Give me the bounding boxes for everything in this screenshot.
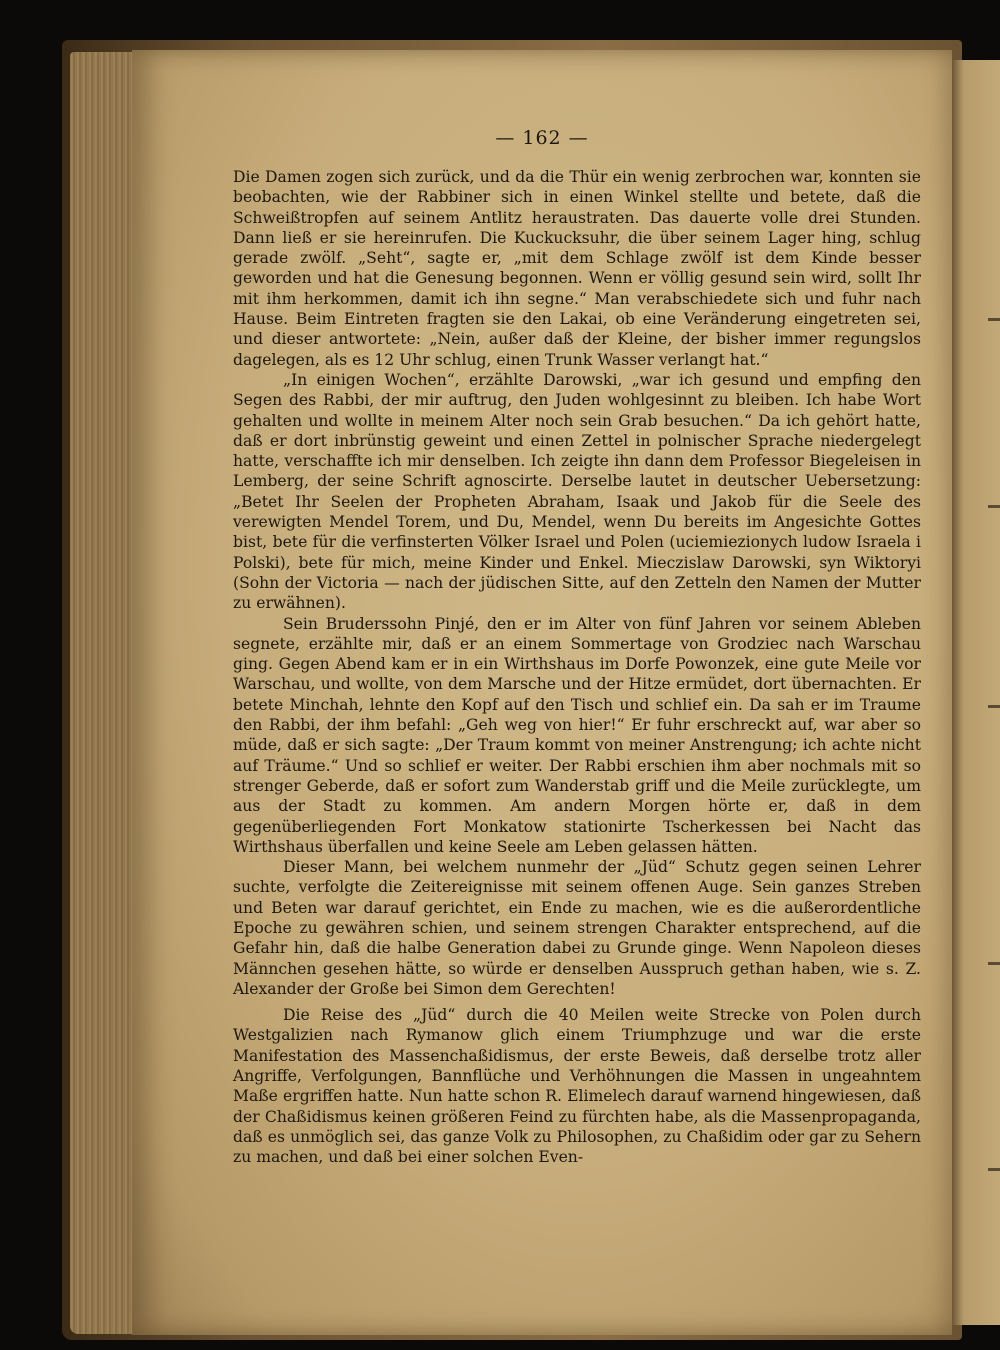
page-number: — 162 —	[495, 127, 589, 149]
facing-page-mark	[988, 705, 1000, 708]
paragraph: Dieser Mann, bei welchem nunmehr der „Jüd“ Schutz gegen seinen Lehrer suchte, verfolgte die Zeitereignisse mit seinem offenen Auge. Sein ganzes Streben und Beten war darauf gerichtet, ein Ende zu machen, wie es die außerordentliche Epoche zu gewähren schien, und seinem strengen Charakter entsprechend, auf die Gefahr hin, daß die halbe Generation dabei zu Grunde ginge. Wenn Napoleon dieses Männchen gesehen hätte, so würde er denselben Ausspruch gethan haben, wie s. Z. Alexander der Große bei Simon dem Gerechten!	[233, 858, 921, 998]
body-text	[233, 167, 921, 1168]
paragraph: Die Damen zogen sich zurück, und da die Thür ein wenig zerbrochen war, konnten sie beobachten, wie der Rabbiner sich in einen Winkel stellte und betete, daß die Schweißtropfen auf seinem Antlitz heraustraten. Das dauerte volle drei Stunden. Dann ließ er sie hereinrufen. Die Kuckucksuhr, die über seinem Lager hing, schlug gerade zwölf. „Seht“, sagte er, „mit dem Schlage zwölf ist dem Kinde besser geworden und hat die Genesung begonnen. Wenn er völlig gesund sein wird, sollt Ihr mit ihm herkommen, damit ich ihn segne.“ Man verabschiedete sich und fuhr nach Hause. Beim Eintreten fragten sie den Lakai, ob eine Veränderung eingetreten sei, und dieser antwortete: „Nein, außer daß der Kleine, der bisher immer regungslos dagelegen, als es 12 Uhr schlug, einen Trunk Wasser verlangt hat.“	[233, 168, 921, 369]
facing-page-mark	[988, 318, 1000, 321]
page-stack-edge	[70, 52, 140, 1334]
book-page	[132, 50, 952, 1335]
facing-page-mark	[988, 505, 1000, 508]
facing-page-mark	[988, 962, 1000, 965]
paragraph: „In einigen Wochen“, erzählte Darowski, „war ich gesund und empfing den Segen des Rabbi, der mir auftrug, den Juden wohlgesinnt zu bleiben. Ich habe Wort gehalten und wollte in meinem Alter noch sein Grab besuchen.“ Da ich gehört hatte, daß er dort inbrünstig geweint und einen Zettel in polnischer Sprache niedergelegt hatte, verschaffte ich mir denselben. Ich zeigte ihn dann dem Professor Biegeleisen in Lemberg, der seine Schrift agnoscirte. Derselbe lautet in deutscher Uebersetzung: „Betet Ihr Seelen der Propheten Abraham, Isaak und Jakob für die Seele des verewigten Mendel Torem, und Du, Mendel, wenn Du bereits im Angesichte Gottes bist, bete für die verfinsterten Völker Israel und Polen (uciemiezionych ludow Israela i Polski), bete für mich, meine Kinder und Enkel. Mieczislaw Darowski, syn Wiktoryi (Sohn der Victoria — nach der jüdischen Sitte, auf den Zetteln den Namen der Mutter zu erwähnen).	[233, 370, 921, 613]
paragraph: Sein Bruderssohn Pinjé, den er im Alter von fünf Jahren vor seinem Ableben segnete, erzählte mir, daß er an einem Sommertage von Grodziec nach Warschau ging. Gegen Abend kam er in ein Wirthshaus im Dorfe Powonzek, eine gute Meile vor Warschau, und wollte, von dem Marsche und der Hitze ermüdet, dort übernachten. Er betete Minchah, lehnte den Kopf auf den Tisch und schlief ein. Da sah er im Traume den Rabbi, der ihm befahl: „Geh weg von hier!“ Er fuhr erschreckt auf, war aber so müde, daß er sich sagte: „Der Traum kommt von meiner Anstrengung; ich achte nicht auf Träume.“ Und so schlief er weiter. Der Rabbi erschien ihm aber nochmals mit so strenger Geberde, daß er sofort zum Wanderstab griff und die Meile zurücklegte, um aus der Stadt zu kommen. Am andern Morgen hörte er, daß in dem gegenüberliegenden Fort Monkatow stationirte Tscherkessen bei Nacht das Wirthshaus überfallen und keine Seele am Leben gelassen hätten.	[233, 614, 921, 856]
facing-page-edge	[952, 60, 1000, 1325]
paragraph: Die Reise des „Jüd“ durch die 40 Meilen weite Strecke von Polen durch Westgalizien nach Rymanow glich einem Triumphzuge und war die erste Manifestation des Massenchaßidismus, der erste Beweis, daß derselbe trotz aller Angriffe, Verfolgungen, Bannflüche und Verhöhnungen die Massen in ungeahntem Maße ergriffen hatte. Nun hatte schon R. Elimelech darauf warnend hingewiesen, daß der Chaßidismus keinen größeren Feind zu fürchten habe, als die Massenpropaganda, daß es unmöglich sei, das ganze Volk zu Philosophen, zu Chaßidim oder gar zu Sehern zu machen, und daß bei einer solchen Even-	[233, 1006, 921, 1167]
facing-page-mark	[988, 1168, 1000, 1171]
